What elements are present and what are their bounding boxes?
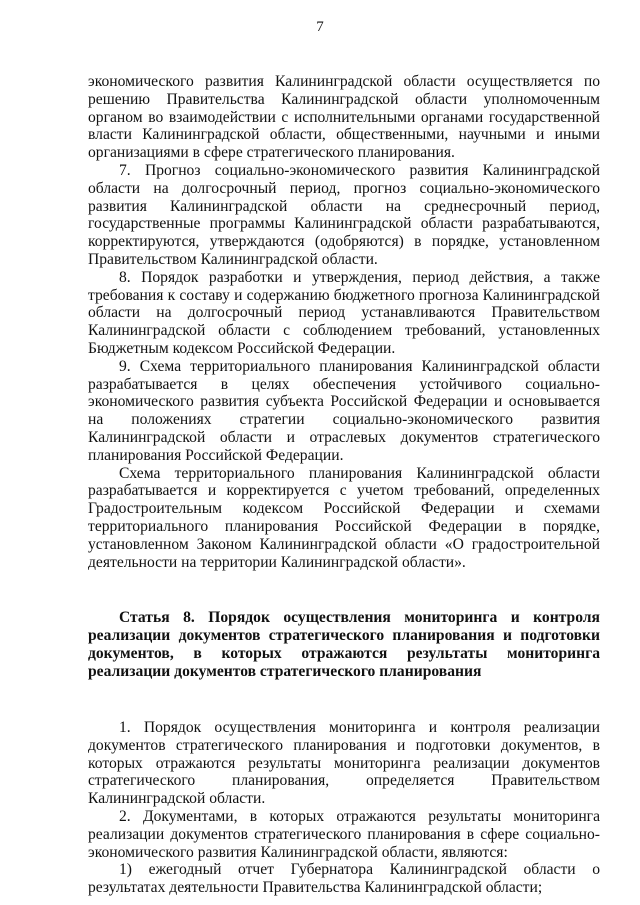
article-8-heading: Статья 8. Порядок осуществления мониторинга и контроля реализации документов стратегического планирования и подготовки документов, в которых отражаются результаты мониторинга реализации документов стратегического планирования <box>88 609 600 681</box>
paragraph-9: 9. Схема территориального планирования Калининградской области разрабатывается в целях обеспечения устойчивого социально-экономического развития субъекта Российской Федерации и основывается на положениях стратегии социально-экономического развития Калининградской области и отраслевых документов стратегического планирования Российской Федерации. <box>88 357 600 464</box>
paragraph-continuation: экономического развития Калининградской области осуществляется по решению Правительства Калининградской области уполномоченным органом во взаимодействии с исполнительными органами государственной власти Калининградской области, общественными, научными и иными организациями в сфере стратегического планирования. <box>88 73 600 162</box>
paragraph-7: 7. Прогноз социально-экономического развития Калининградской области на долгосрочный период, прогноз социально-экономического развития Калининградской области на среднесрочный период, государственные программы Калининградской области разрабатываются, корректируются, утверждаются (одобряются) в порядке, установленном Правительством Калининградской области. <box>88 161 600 268</box>
paragraph-9-scheme: Схема территориального планирования Калининградской области разрабатывается и корректируется с учетом требований, определенных Градостроительным кодексом Российской Федерации и схемами территориального планирования Российской Федерации в порядке, установленном Законом Калининградской области «О градостроительной деятельности на территории Калининградской области». <box>88 464 600 571</box>
spacer <box>88 681 600 719</box>
article-8-paragraph-2-item-1: 1) ежегодный отчет Губернатора Калининградской области о результатах деятельности Правительства Калининградской области; <box>88 861 600 897</box>
page-content <box>88 73 600 897</box>
article-8-paragraph-1: 1. Порядок осуществления мониторинга и контроля реализации документов стратегического планирования и подготовки документов, в которых отражаются результаты мониторинга реализации документов стратегического планирования, определяется Правительством Калининградской области. <box>88 718 600 808</box>
article-8-paragraph-2: 2. Документами, в которых отражаются результаты мониторинга реализации документов стратегического планирования в сфере социально-экономического развития Калининградской области, являются: <box>88 807 600 861</box>
spacer <box>88 571 600 609</box>
page-number: 7 <box>316 19 324 35</box>
paragraph-8: 8. Порядок разработки и утверждения, период действия, а также требования к составу и содержанию бюджетного прогноза Калининградской области на долгосрочный период устанавливаются Правительством Калининградской области с соблюдением требований, установленных Бюджетным кодексом Российской Федерации. <box>88 268 600 357</box>
